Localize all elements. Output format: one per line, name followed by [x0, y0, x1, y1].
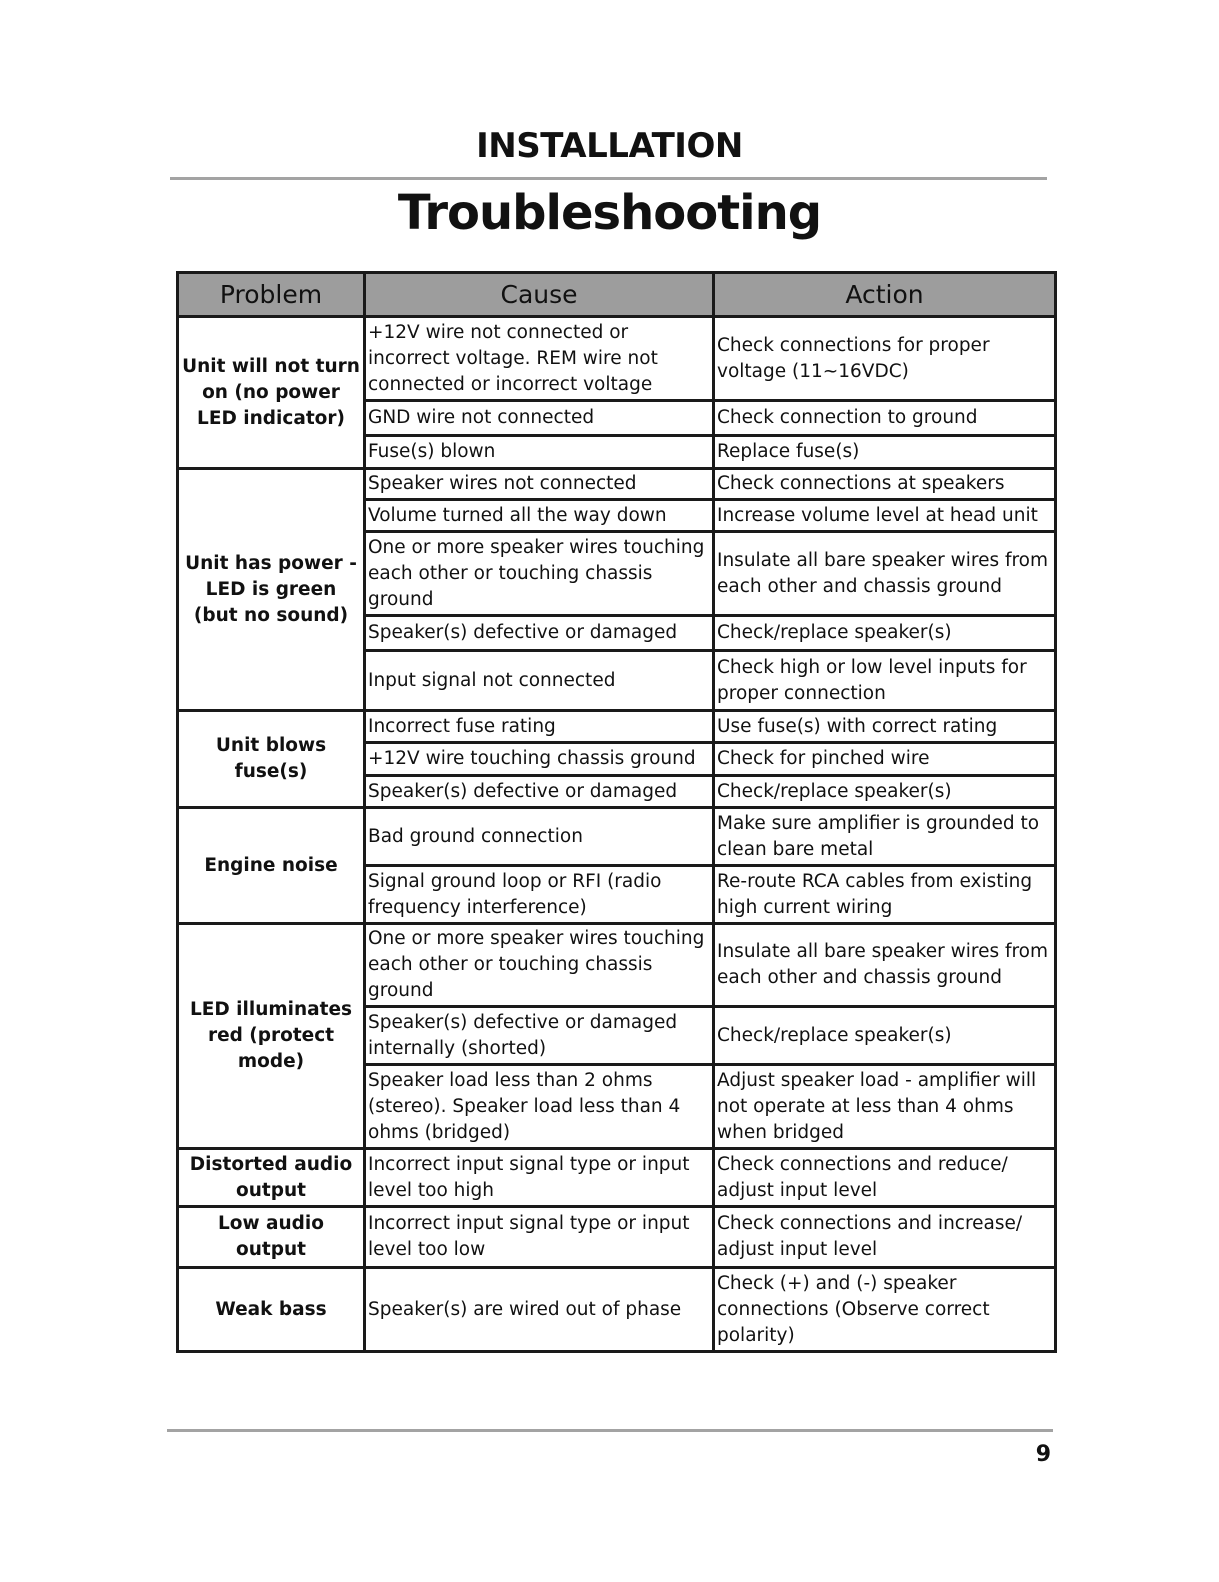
- cause-cell: Incorrect input signal type or input level too high: [365, 1149, 714, 1207]
- header-cause: Cause: [365, 273, 714, 317]
- problem-cell: LED illuminates red (protect mode): [178, 924, 365, 1149]
- action-cell: Insulate all bare speaker wires from each other and chassis ground: [714, 532, 1056, 616]
- table-row: [178, 1207, 1056, 1268]
- cause-cell: Speaker wires not connected: [365, 469, 714, 500]
- problem-cell: Weak bass: [178, 1268, 365, 1352]
- cause-cell: Incorrect input signal type or input level too low: [365, 1207, 714, 1268]
- table-header-row: [178, 273, 1056, 317]
- table-row: [178, 1268, 1056, 1352]
- problem-cell: Distorted audio output: [178, 1149, 365, 1207]
- table-row: [178, 808, 1056, 866]
- cause-cell: GND wire not connected: [365, 401, 714, 436]
- page-number: 9: [1035, 1442, 1051, 1467]
- section-heading: INSTALLATION: [476, 126, 743, 166]
- cause-cell: Speaker(s) defective or damaged: [365, 616, 714, 651]
- problem-cell: Low audio output: [178, 1207, 365, 1268]
- action-cell: Insulate all bare speaker wires from each other and chassis ground: [714, 924, 1056, 1007]
- table-row: [178, 317, 1056, 401]
- action-cell: Make sure amplifier is grounded to clean bare metal: [714, 808, 1056, 866]
- action-cell: Check connection to ground: [714, 401, 1056, 436]
- problem-cell: Unit blows fuse(s): [178, 711, 365, 808]
- action-cell: Check connections and reduce/ adjust input level: [714, 1149, 1056, 1207]
- cause-cell: +12V wire touching chassis ground: [365, 743, 714, 776]
- bottom-divider: [167, 1429, 1053, 1432]
- action-cell: Check connections for proper voltage (11~16VDC): [714, 317, 1056, 401]
- top-divider: [170, 177, 1047, 180]
- cause-cell: Signal ground loop or RFI (radio frequency interference): [365, 866, 714, 924]
- header-action: Action: [714, 273, 1056, 317]
- cause-cell: Speaker load less than 2 ohms (stereo). Speaker load less than 4 ohms (bridged): [365, 1065, 714, 1149]
- header-problem: Problem: [178, 273, 365, 317]
- troubleshooting-table: [176, 271, 1057, 1353]
- action-cell: Check/replace speaker(s): [714, 776, 1056, 808]
- cause-cell: Speaker(s) are wired out of phase: [365, 1268, 714, 1352]
- cause-cell: Speaker(s) defective or damaged: [365, 776, 714, 808]
- table-row: [178, 711, 1056, 743]
- table-row: [178, 924, 1056, 1007]
- table-row: [178, 469, 1056, 500]
- problem-cell: Unit has power - LED is green (but no sound): [178, 469, 365, 711]
- action-cell: Replace fuse(s): [714, 436, 1056, 469]
- action-cell: Check connections at speakers: [714, 469, 1056, 500]
- action-cell: Re-route RCA cables from existing high current wiring: [714, 866, 1056, 924]
- action-cell: Check connections and increase/ adjust input level: [714, 1207, 1056, 1268]
- action-cell: Check/replace speaker(s): [714, 616, 1056, 651]
- action-cell: Check for pinched wire: [714, 743, 1056, 776]
- cause-cell: Input signal not connected: [365, 651, 714, 711]
- cause-cell: One or more speaker wires touching each other or touching chassis ground: [365, 924, 714, 1007]
- cause-cell: +12V wire not connected or incorrect voltage. REM wire not connected or incorrect voltage: [365, 317, 714, 401]
- action-cell: Check/replace speaker(s): [714, 1007, 1056, 1065]
- cause-cell: Fuse(s) blown: [365, 436, 714, 469]
- cause-cell: Bad ground connection: [365, 808, 714, 866]
- cause-cell: Speaker(s) defective or damaged internally (shorted): [365, 1007, 714, 1065]
- cause-cell: Volume turned all the way down: [365, 500, 714, 532]
- action-cell: Adjust speaker load - amplifier will not operate at less than 4 ohms when bridged: [714, 1065, 1056, 1149]
- table-row: [178, 1149, 1056, 1207]
- cause-cell: Incorrect fuse rating: [365, 711, 714, 743]
- action-cell: Check (+) and (-) speaker connections (Observe correct polarity): [714, 1268, 1056, 1352]
- action-cell: Increase volume level at head unit: [714, 500, 1056, 532]
- page-title: Troubleshooting: [397, 185, 822, 241]
- cause-cell: One or more speaker wires touching each other or touching chassis ground: [365, 532, 714, 616]
- problem-cell: Engine noise: [178, 808, 365, 924]
- action-cell: Use fuse(s) with correct rating: [714, 711, 1056, 743]
- problem-cell: Unit will not turn on (no power LED indicator): [178, 317, 365, 469]
- action-cell: Check high or low level inputs for proper connection: [714, 651, 1056, 711]
